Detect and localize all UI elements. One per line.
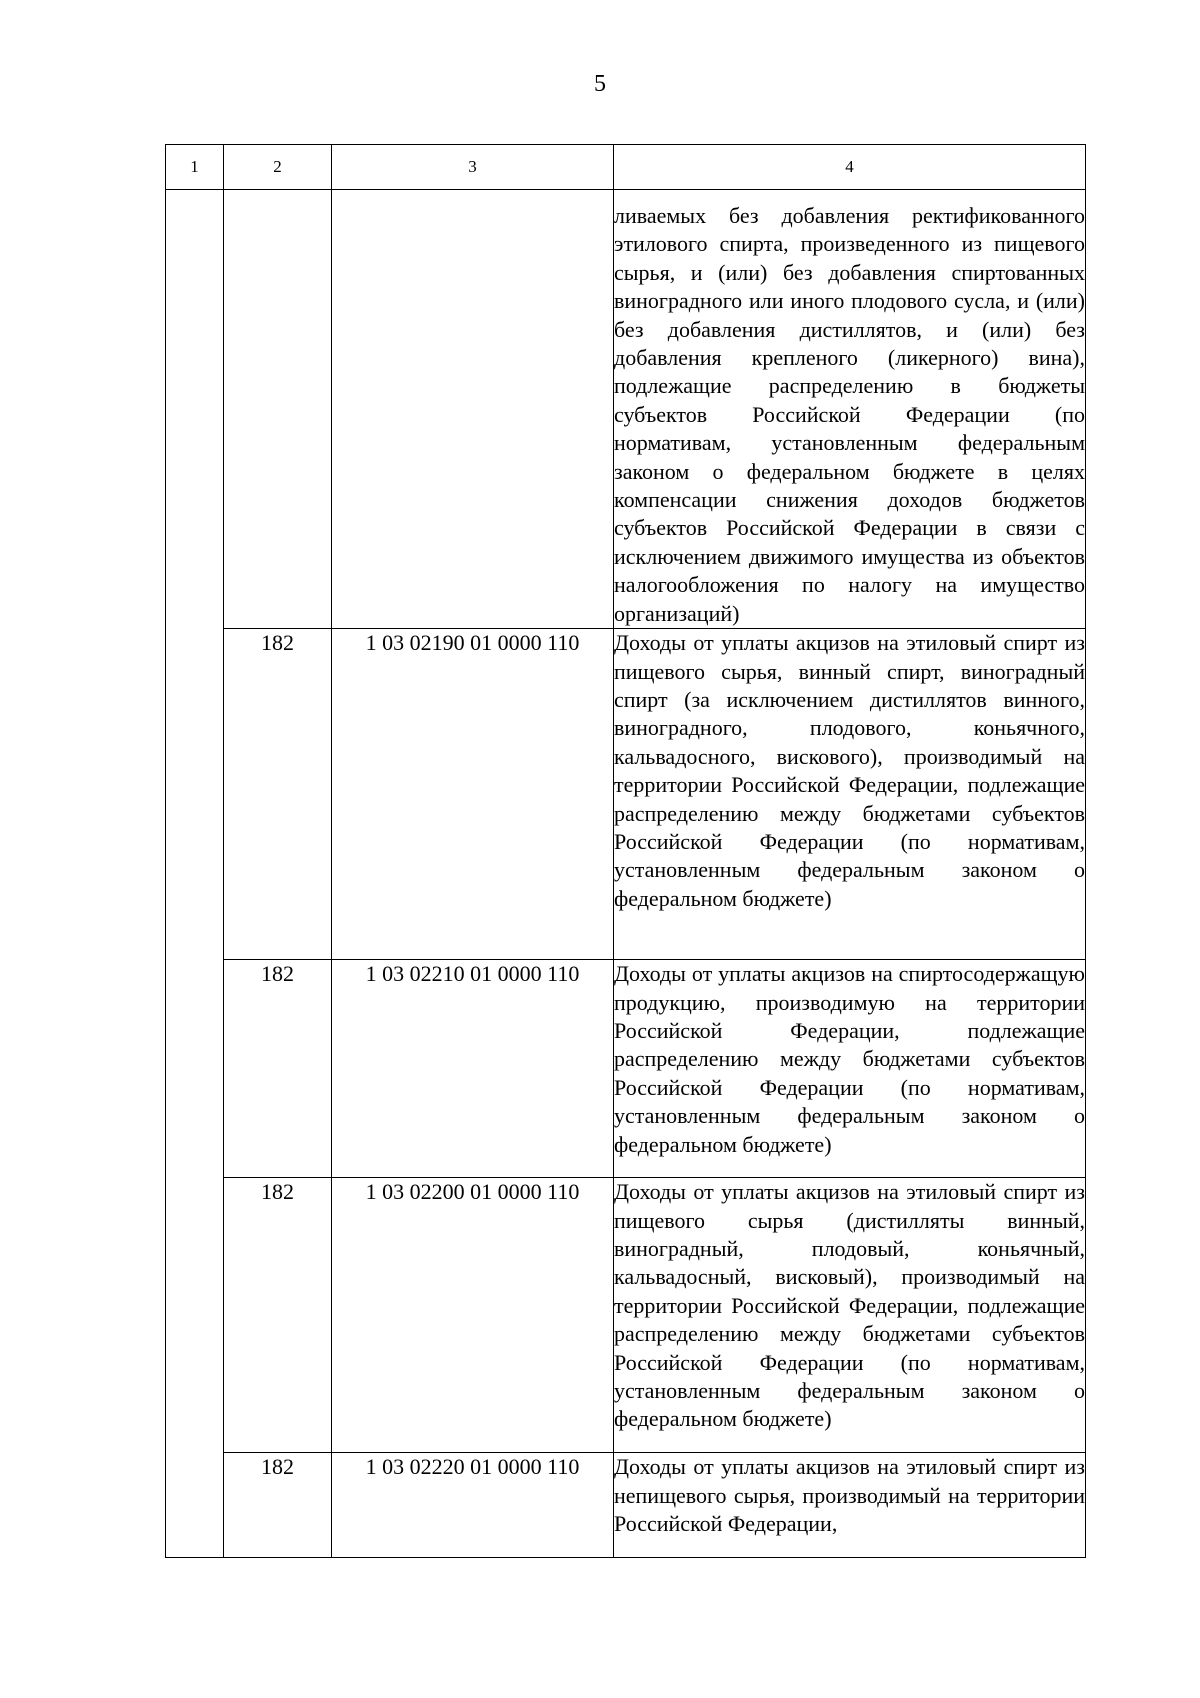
table-header-row (166, 145, 1086, 190)
table-row (166, 629, 1086, 960)
description-cell: Доходы от уплаты акцизов на этиловый спирт из пищевого сырья (дистилляты винный, виноградный, плодовый, коньячный, кальвадосный, висковый), производимый на территории Российской Федерации, подлежащие распределению между бюджетами субъектов Российской Федерации (по нормативам, установленным федеральным законом о федеральном бюджете) (614, 1178, 1086, 1453)
admin-code-cell: 182 (224, 1453, 332, 1558)
description-cell: Доходы от уплаты акцизов на этиловый спирт из непищевого сырья, производимый на территории Российской Федерации, (614, 1453, 1086, 1558)
column-header-4: 4 (614, 145, 1086, 190)
description-cell: Доходы от уплаты акцизов на спиртосодержащую продукцию, производимую на территории Российской Федерации, подлежащие распределению между бюджетами субъектов Российской Федерации (по нормативам, установленным федеральным законом о федеральном бюджете) (614, 960, 1086, 1178)
revenue-classification-table (165, 144, 1086, 1558)
table-row (166, 190, 1086, 629)
column-1-cell (166, 190, 224, 1558)
column-header-2: 2 (224, 145, 332, 190)
page-number: 5 (594, 71, 606, 97)
kbk-code-cell: 1 03 02210 01 0000 110 (332, 960, 614, 1178)
kbk-code-cell: 1 03 02190 01 0000 110 (332, 629, 614, 960)
kbk-code-cell (332, 190, 614, 629)
table-row (166, 1178, 1086, 1453)
kbk-code-cell: 1 03 02200 01 0000 110 (332, 1178, 614, 1453)
table-row (166, 960, 1086, 1178)
kbk-code-cell: 1 03 02220 01 0000 110 (332, 1453, 614, 1558)
admin-code-cell: 182 (224, 960, 332, 1178)
column-header-1: 1 (166, 145, 224, 190)
admin-code-cell: 182 (224, 629, 332, 960)
admin-code-cell: 182 (224, 1178, 332, 1453)
admin-code-cell (224, 190, 332, 629)
table-row (166, 1453, 1086, 1558)
description-cell: ливаемых без добавления ректификованного этилового спирта, произведенного из пищевого сырья, и (или) без добавления спиртованных виноградного или иного плодового сусла, и (или) без добавления дистиллятов, и (или) без добавления крепленого (ликерного) вина), подлежащие распределению в бюджеты субъектов Российской Федерации (по нормативам, установленным федеральным законом о федеральном бюджете в целях компенсации снижения доходов бюджетов субъектов Российской Федерации в связи с исключением движимого имущества из объектов налогообложения по налогу на имущество организаций) (614, 190, 1086, 629)
column-header-3: 3 (332, 145, 614, 190)
description-cell: Доходы от уплаты акцизов на этиловый спирт из пищевого сырья, винный спирт, виноградный спирт (за исключением дистиллятов винного, виноградного, плодового, коньячного, кальвадосного, вискового), производимый на территории Российской Федерации, подлежащие распределению между бюджетами субъектов Российской Федерации (по нормативам, установленным федеральным законом о федеральном бюджете) (614, 629, 1086, 960)
